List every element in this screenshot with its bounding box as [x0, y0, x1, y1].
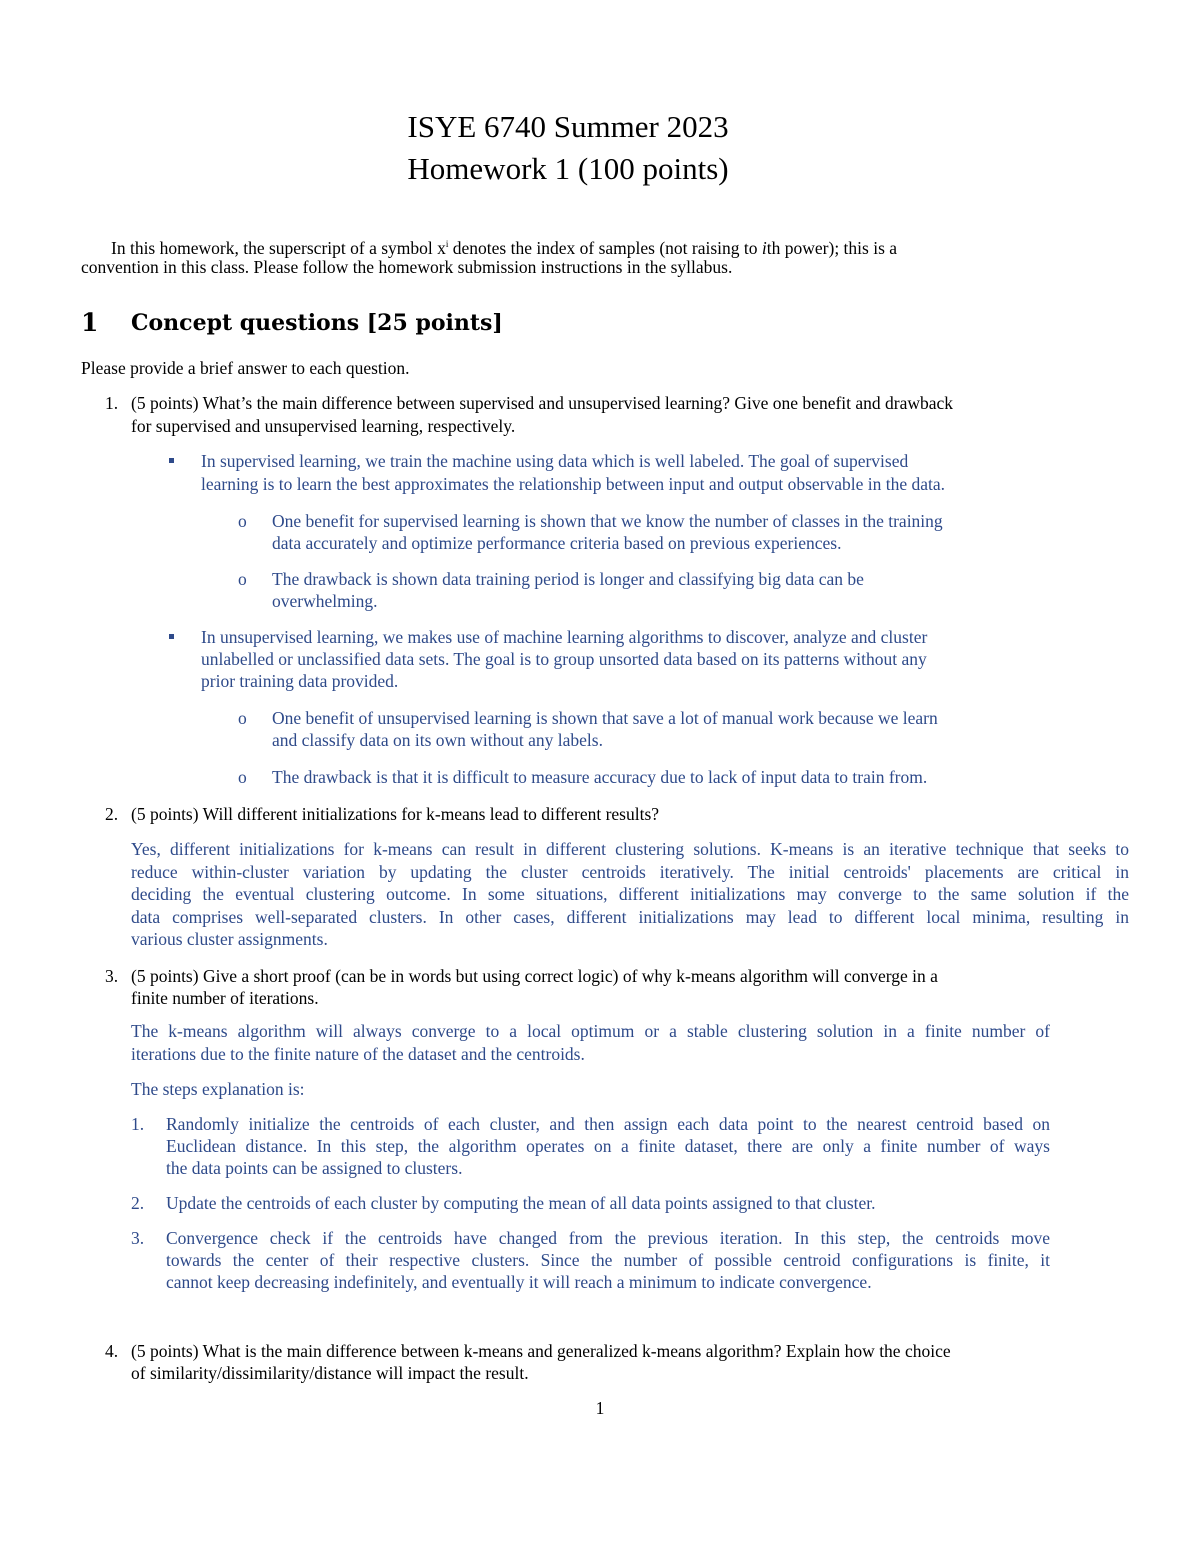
question-1-line2: for supervised and unsupervised learning, respectively.	[131, 416, 516, 436]
question-3-answer-line2: iterations due to the finite nature of the dataset and the centroids.	[131, 1044, 585, 1064]
question-2-answer-line4: data comprises well-separated clusters. In other cases, different initializations may lead to different local minima, resulting in	[131, 907, 1129, 927]
circle-bullet-icon: o	[238, 708, 247, 728]
step-1-number: 1.	[131, 1114, 145, 1134]
square-bullet-icon	[169, 458, 174, 463]
question-2-answer-line5: various cluster assignments.	[131, 929, 328, 949]
intro-text-a: In this homework, the superscript of a symbol x	[111, 237, 446, 258]
supervised-bullet-line2: learning is to learn the best approximates the relationship between input and output observable in the data.	[201, 474, 946, 494]
page-number: 1	[595, 1398, 605, 1418]
step-2-line1: Update the centroids of each cluster by computing the mean of all data points assigned to that cluster.	[166, 1193, 876, 1213]
supervised-drawback-line2: overwhelming.	[272, 591, 378, 611]
question-3-line2: finite number of iterations.	[131, 988, 319, 1008]
question-2-line1: (5 points) Will different initializations for k-means lead to different results?	[131, 804, 660, 824]
square-bullet-icon	[169, 634, 174, 639]
step-1-line2: Euclidean distance. In this step, the algorithm operates on a finite dataset, there are only a finite number of ways	[166, 1136, 1050, 1156]
question-3-line1: (5 points) Give a short proof (can be in words but using correct logic) of why k-means algorithm will converge in a	[131, 966, 938, 986]
document-title-line1: ISYE 6740 Summer 2023	[407, 109, 729, 144]
question-3-answer-line1: The k-means algorithm will always converge to a local optimum or a stable clustering solution in a finite number of	[131, 1021, 1050, 1041]
section-title: Concept questions [25 points]	[131, 310, 503, 336]
question-1-line1: (5 points) What’s the main difference between supervised and unsupervised learning? Give one benefit and drawback	[131, 393, 954, 413]
unsupervised-benefit-line1: One benefit of unsupervised learning is shown that save a lot of manual work because we learn	[272, 708, 938, 728]
step-3-number: 3.	[131, 1228, 145, 1248]
step-3-line3: cannot keep decreasing indefinitely, and eventually it will reach a minimum to indicate convergence.	[166, 1272, 872, 1292]
intro-line2: convention in this class. Please follow the homework submission instructions in the syllabus.	[81, 257, 733, 277]
step-2-number: 2.	[131, 1193, 145, 1213]
question-4-line1: (5 points) What is the main difference between k-means and generalized k-means algorithm? Explain how the choice	[131, 1341, 951, 1361]
unsupervised-bullet-line3: prior training data provided.	[201, 671, 399, 691]
intro-text-c: th power); this is a	[766, 237, 898, 258]
step-1-line1: Randomly initialize the centroids of each cluster, and then assign each data point to the nearest centroid based on	[166, 1114, 1050, 1134]
question-4-line2: of similarity/dissimilarity/distance will impact the result.	[131, 1363, 529, 1383]
document-title-line2: Homework 1 (100 points)	[407, 151, 729, 186]
circle-bullet-icon: o	[238, 569, 247, 589]
step-3-line2: towards the center of their respective clusters. Since the number of possible centroid configurations is finite, it	[166, 1250, 1050, 1270]
supervised-bullet-line1: In supervised learning, we train the machine using data which is well labeled. The goal of supervised	[201, 451, 909, 471]
question-2-answer-line3: deciding the eventual clustering outcome. In some situations, different initializations may converge to the same solution if the	[131, 884, 1129, 904]
unsupervised-bullet-line2: unlabelled or unclassified data sets. The goal is to group unsorted data based on its patterns without any	[201, 649, 927, 669]
unsupervised-benefit-line2: and classify data on its own without any labels.	[272, 730, 603, 750]
circle-bullet-icon: o	[238, 767, 247, 787]
intro-text-b: denotes the index of samples (not raising to	[448, 237, 762, 258]
step-1-line3: the data points can be assigned to clusters.	[166, 1158, 463, 1178]
unsupervised-drawback-line1: The drawback is that it is difficult to measure accuracy due to lack of input data to train from.	[272, 767, 928, 787]
question-2-number: 2.	[105, 804, 119, 824]
step-3-line1: Convergence check if the centroids have changed from the previous iteration. In this step, the centroids move	[166, 1228, 1050, 1248]
question-2-answer-line1: Yes, different initializations for k-means can result in different clustering solutions. K-means is an iterative technique that seeks to	[131, 839, 1129, 859]
section-number: 1	[81, 308, 99, 337]
supervised-benefit-line1: One benefit for supervised learning is shown that we know the number of classes in the training	[272, 511, 943, 531]
question-4-number: 4.	[105, 1341, 119, 1361]
circle-bullet-icon: o	[238, 511, 247, 531]
intro-italic-i: i	[761, 237, 767, 258]
intro-superscript: i	[445, 239, 449, 249]
section-lead: Please provide a brief answer to each question.	[81, 358, 410, 378]
question-2-answer-line2: reduce within-cluster variation by updating the cluster centroids iteratively. The initial centroids' placements are critical in	[131, 862, 1129, 882]
steps-intro: The steps explanation is:	[131, 1079, 305, 1099]
supervised-drawback-line1: The drawback is shown data training period is longer and classifying big data can be	[272, 569, 864, 589]
unsupervised-bullet-line1: In unsupervised learning, we makes use of machine learning algorithms to discover, analyze and cluster	[201, 627, 928, 647]
question-1-number: 1.	[105, 393, 119, 413]
question-3-number: 3.	[105, 966, 119, 986]
supervised-benefit-line2: data accurately and optimize performance criteria based on previous experiences.	[272, 533, 842, 553]
